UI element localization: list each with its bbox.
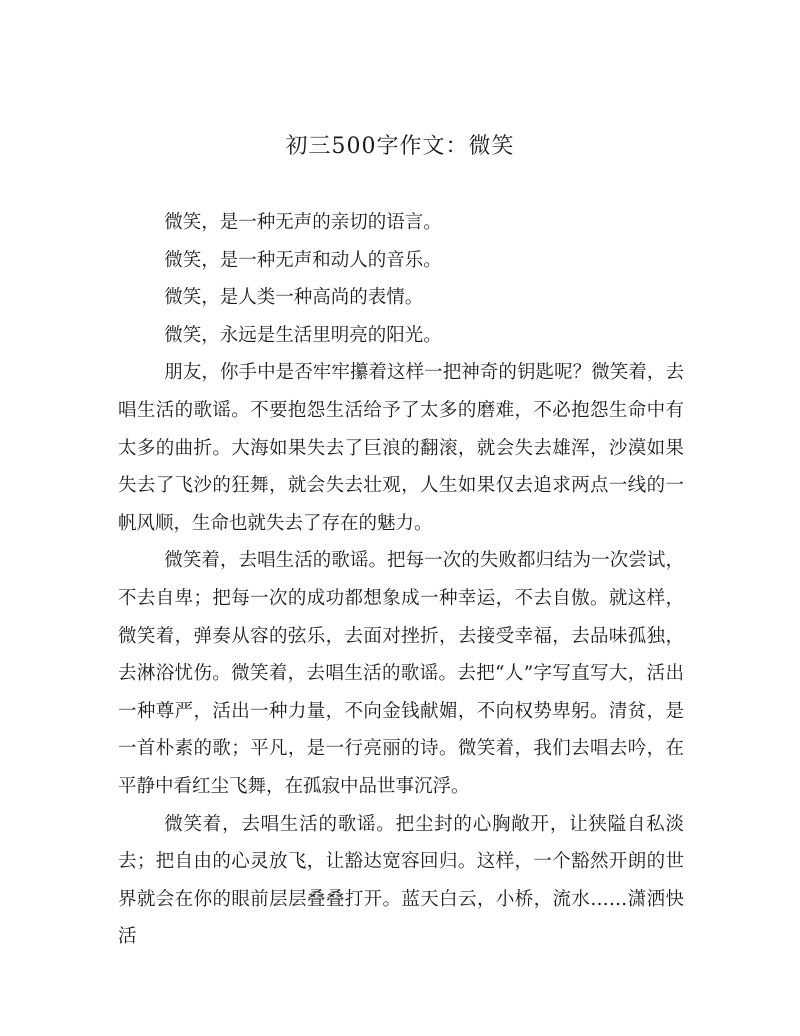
paragraph: 微笑着，去唱生活的歌谣。把尘封的心胸敞开，让狭隘自私淡去；把自由的心灵放飞，让豁达宽容回归。这样，一个豁然开朗的世界就会在你的眼前层层叠叠打开。蓝天白云，小桥，流水……潇洒快活 bbox=[118, 813, 684, 948]
paragraph: 微笑，是人类一种高尚的表情。 bbox=[164, 287, 424, 309]
paragraph: 朋友，你手中是否牢牢攥着这样一把神奇的钥匙呢？微笑着，去唱生活的歌谣。不要抱怨生活给予了太多的磨难，不必抱怨生命中有太多的曲折。大海如果失去了巨浪的翻滚，就会失去雄浑，沙漠如果失去了飞沙的狂舞，就会失去壮观，人生如果仅去追求两点一线的一帆风顺，生命也就失去了存在的魅力。 bbox=[118, 362, 684, 534]
document-title: 初三500字作文：微笑 bbox=[285, 134, 515, 159]
paragraph: 微笑，永远是生活里明亮的阳光。 bbox=[164, 324, 442, 346]
paragraph: 微笑，是一种无声和动人的音乐。 bbox=[164, 249, 442, 271]
paragraph: 微笑，是一种无声的亲切的语言。 bbox=[164, 212, 442, 233]
paragraph: 微笑着，去唱生活的歌谣。把每一次的失败都归结为一次尝试，不去自卑；把每一次的成功都想象成一种幸运，不去自傲。就这样，微笑着，弹奏从容的弦乐，去面对挫折，去接受幸福，去品味孤独，去淋浴忧伤。微笑着，去唱生活的歌谣。去把“人”字写直写大，活出一种尊严，活出一种力量，不向金钱献媚，不向权势卑躬。清贫，是一首朴素的歌；平凡，是一行亮丽的诗。微笑着，我们去唱去吟，在平静中看红尘飞舞，在孤寂中品世事沉浮。 bbox=[118, 550, 684, 797]
document-body bbox=[118, 204, 684, 956]
